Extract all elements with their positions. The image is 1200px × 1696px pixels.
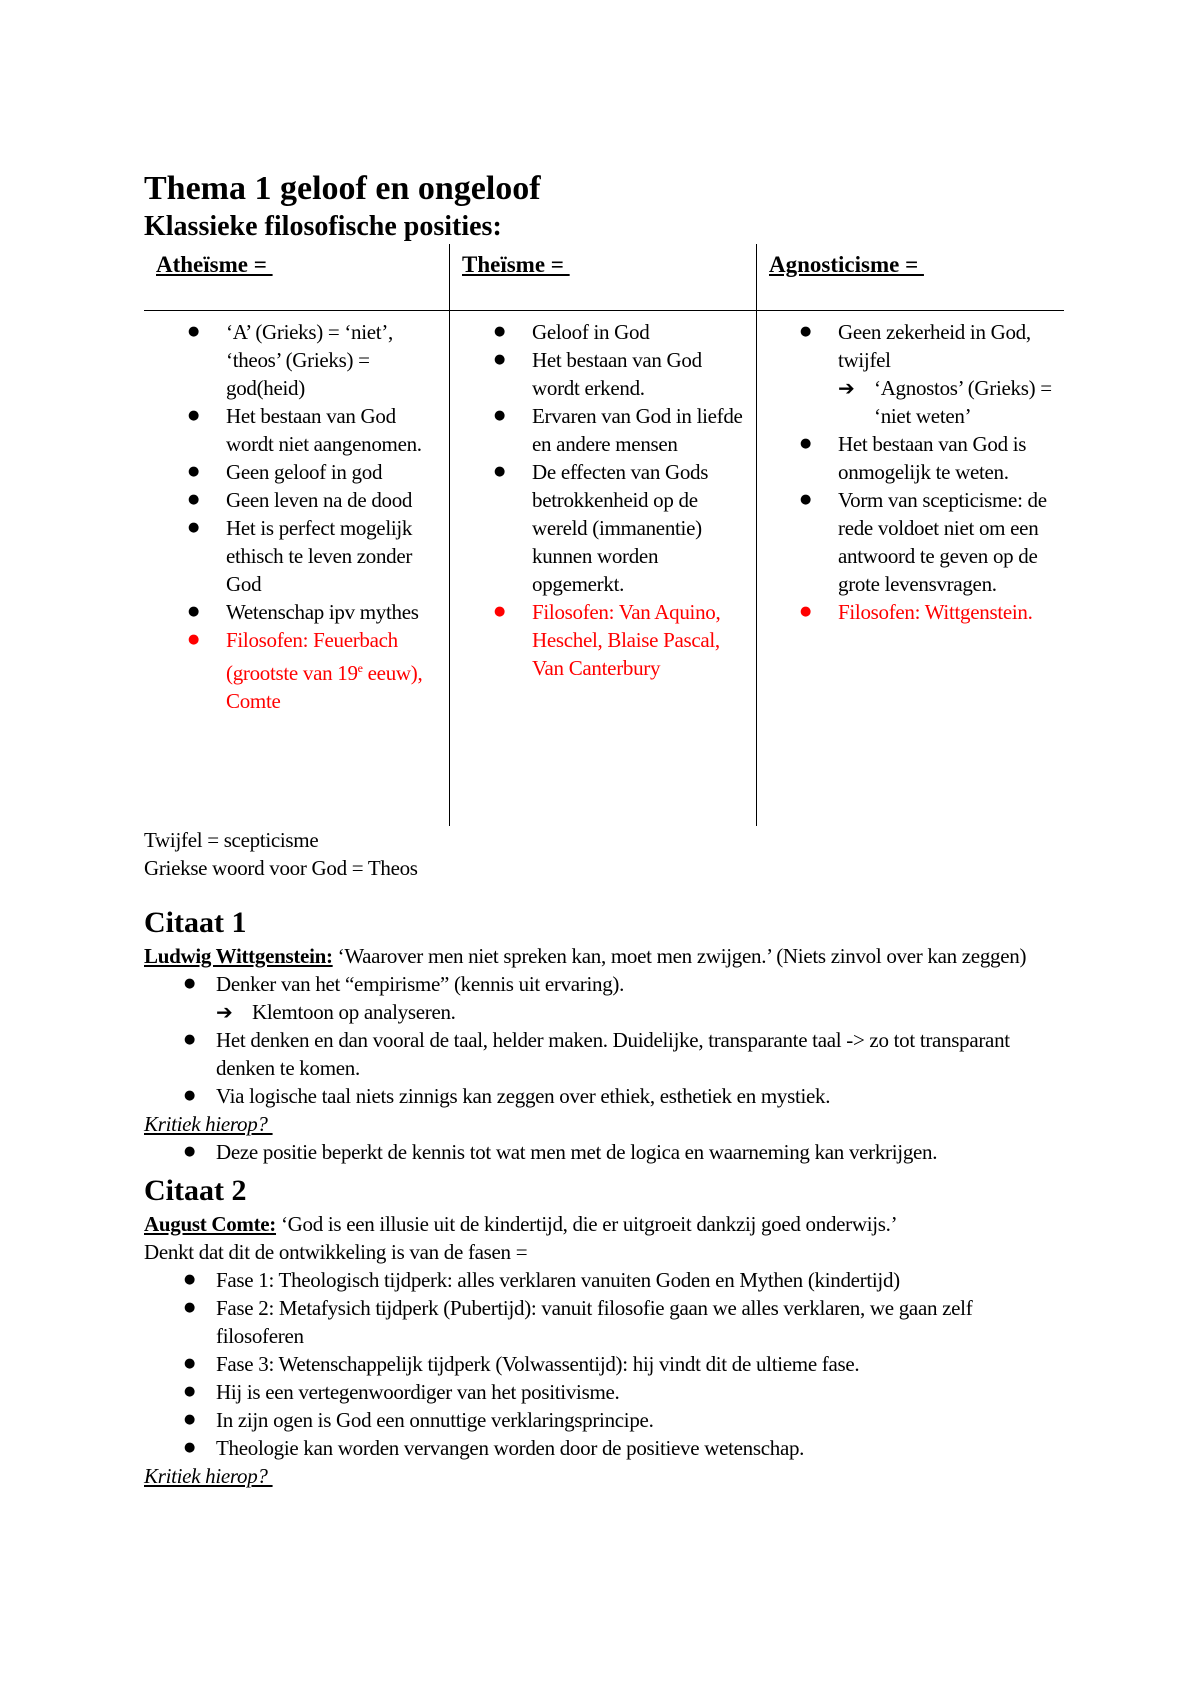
list-item-philosophers: ● Filosofen: Van Aquino, Heschel, Blaise Pascal, Van Canterbury	[450, 598, 750, 682]
note-line: Griekse woord voor God = Theos	[144, 856, 418, 880]
list-item: ● Wetenschap ipv mythes	[144, 598, 442, 626]
citaat-2-heading: Citaat 2	[144, 1174, 247, 1207]
list-item: ● Het bestaan van God wordt erkend.	[450, 346, 750, 402]
note-line: Twijfel = scepticisme	[144, 828, 319, 852]
arrow-line	[216, 998, 1064, 1026]
philosophers-text: Filosofen: Feuerbach (grootste van 19	[226, 628, 398, 685]
section-subtitle: Klassieke filosofische posities:	[144, 211, 502, 242]
citaat-2-quote	[144, 1210, 1064, 1238]
superscript-e: e	[357, 661, 363, 675]
page-title: Thema 1 geloof en ongeloof	[144, 170, 541, 207]
arrow-line-text: ‘Agnostos’ (Grieks) = ‘niet weten’	[874, 376, 1052, 428]
kritiek-text: Kritiek hierop?	[144, 1112, 273, 1136]
column-heading-theisme: Theïsme =	[462, 252, 570, 277]
list-item: ● Het is perfect mogelijk ethisch te leven zonder God	[144, 514, 442, 598]
notes	[144, 826, 1064, 882]
arrow-right-icon: ➔	[216, 1000, 233, 1024]
list-item: ● Geloof in God	[450, 318, 750, 346]
list-item: ● Fase 3: Wetenschappelijk tijdperk (Volwassentijd): hij vindt dit de ultieme fase.	[144, 1350, 1064, 1378]
column-heading-agnosticisme: Agnosticisme =	[769, 252, 924, 277]
list-item: ● Deze positie beperkt de kennis tot wat men met de logica en waarneming kan verkrijgen.	[144, 1138, 1064, 1166]
column-atheisme	[144, 318, 442, 715]
citaat-2-section	[144, 1172, 1064, 1490]
list-item: ● De effecten van Gods betrokkenheid op de wereld (immanentie) kunnen worden opgemerkt.	[450, 458, 750, 598]
list-item: ● Ervaren van God in liefde en andere mensen	[450, 402, 750, 458]
positions-table	[144, 244, 1064, 826]
arrow-line	[838, 374, 1056, 430]
list-item: ● Fase 1: Theologisch tijdperk: alles verklaren vanuiten Goden en Mythen (kindertijd)	[144, 1266, 1064, 1294]
list-item: ● Het bestaan van God is onmogelijk te weten.	[756, 430, 1056, 486]
citaat-2-line: Denkt dat dit de ontwikkeling is van de fasen =	[144, 1240, 528, 1264]
document-page	[144, 168, 1064, 1490]
kritiek-label	[144, 1462, 1064, 1490]
citaat-1-list	[144, 970, 1064, 1110]
list-item-philosophers: ● Filosofen: Wittgenstein.	[756, 598, 1056, 626]
list-item	[144, 970, 1064, 1026]
list-item-text: ● Geen zekerheid in God, twijfel	[838, 320, 1031, 372]
list-item: ● Theologie kan worden vervangen worden door de positieve wetenschap.	[144, 1434, 1064, 1462]
author-name: August Comte:	[144, 1212, 277, 1236]
citaat-1-section	[144, 904, 1064, 1166]
list-item: ● Geen leven na de dood	[144, 486, 442, 514]
arrow-line-text: Klemtoon op analyseren.	[252, 1000, 456, 1024]
citaat-2-list	[144, 1266, 1064, 1462]
list-item: ● Fase 2: Metafysich tijdperk (Pubertijd): vanuit filosofie gaan we alles verklaren, we gaan zelf filosoferen	[144, 1294, 1064, 1350]
list-item-philosophers	[144, 626, 442, 715]
list-item: ● Het denken en dan vooral de taal, helder maken. Duidelijke, transparante taal -> zo tot transparant denken te komen.	[144, 1026, 1064, 1082]
list-item: ● Via logische taal niets zinnigs kan zeggen over ethiek, esthetiek en mystiek.	[144, 1082, 1064, 1110]
quote-text: ‘God is een illusie uit de kindertijd, die er uitgroeit dankzij goed onderwijs.’	[276, 1212, 898, 1236]
column-theisme	[450, 318, 750, 682]
column-agnosticisme	[756, 318, 1056, 626]
author-name: Ludwig Wittgenstein:	[144, 944, 333, 968]
philosophers-text-end: eeuw), Comte	[226, 661, 423, 713]
citaat-1-quote	[144, 942, 1064, 970]
citaat-1-kritiek-list	[144, 1138, 1064, 1166]
kritiek-label	[144, 1110, 1064, 1138]
citaat-1-heading: Citaat 1	[144, 906, 247, 939]
arrow-right-icon: ➔	[838, 376, 855, 400]
list-item: ● In zijn ogen is God een onnuttige verklaringsprincipe.	[144, 1406, 1064, 1434]
list-item: ● Het bestaan van God wordt niet aangenomen.	[144, 402, 442, 458]
list-item: ● Hij is een vertegenwoordiger van het positivisme.	[144, 1378, 1064, 1406]
column-heading-atheisme: Atheïsme =	[156, 252, 273, 277]
quote-text: ‘Waarover men niet spreken kan, moet men zwijgen.’ (Niets zinvol over kan zeggen)	[332, 944, 1027, 968]
list-item: ● ‘A’ (Grieks) = ‘niet’, ‘theos’ (Grieks) = god(heid)	[144, 318, 442, 402]
list-item-text: ● Denker van het “empirisme” (kennis uit ervaring).	[216, 972, 625, 996]
list-item	[756, 318, 1056, 430]
list-item: ● Geen geloof in god	[144, 458, 442, 486]
kritiek-text: Kritiek hierop?	[144, 1464, 273, 1488]
table-header-rule	[144, 310, 1064, 311]
list-item: ● Vorm van scepticisme: de rede voldoet niet om een antwoord te geven op de grote levensvragen.	[756, 486, 1056, 598]
